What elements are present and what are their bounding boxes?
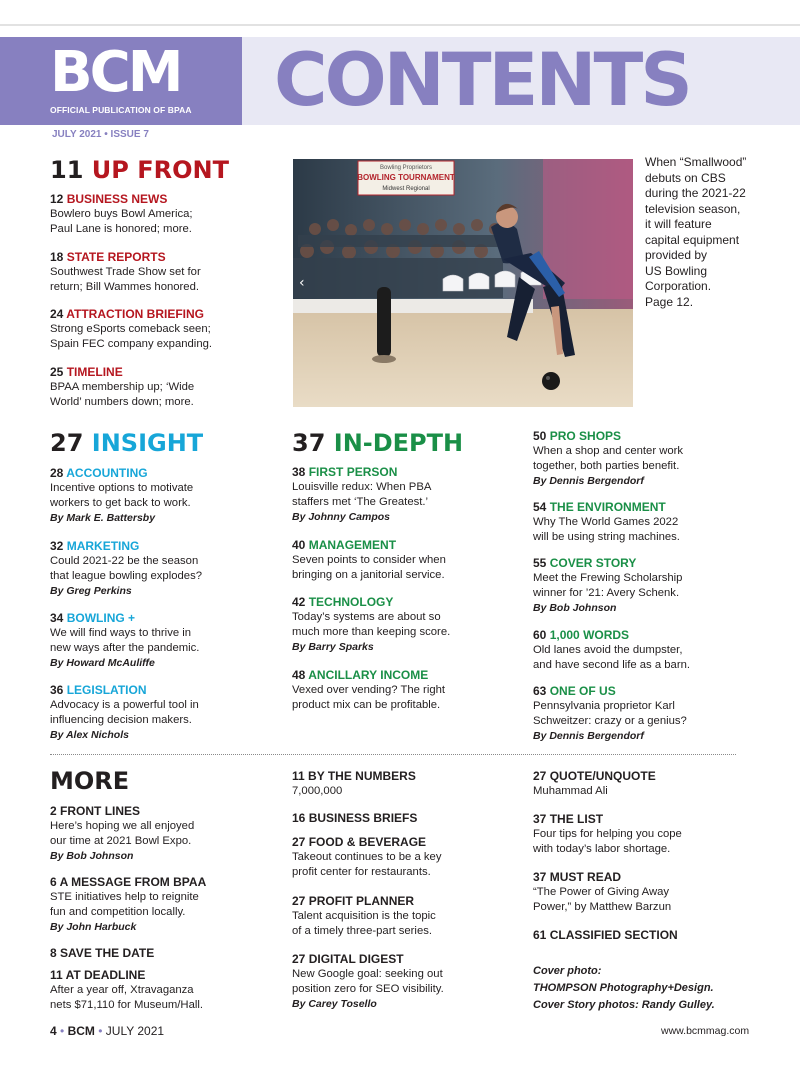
page-number: 6 <box>50 875 57 889</box>
entry-title: DIGITAL DIGEST <box>308 952 404 966</box>
entry-heading <box>292 952 444 967</box>
page-number: 24 <box>50 307 64 321</box>
page-number: 32 <box>50 539 64 553</box>
toc-entry-quote-unquote[interactable] <box>533 769 656 799</box>
entry-byline: By Carey Tosello <box>292 998 377 1010</box>
entry-description-line: Here’s hoping we all enjoyed <box>50 820 195 832</box>
entry-description-line: staffers met ‘The Greatest.’ <box>292 496 429 508</box>
entry-title: ACCOUNTING <box>66 466 148 480</box>
entry-description-line: Today’s systems are about so <box>292 611 441 623</box>
entry-description-line: and have second life as a barn. <box>533 659 691 671</box>
entry-description-line: product mix can be profitable. <box>292 699 441 711</box>
photo-credit-line: Cover Story photos: Randy Gulley. <box>533 999 715 1011</box>
entry-description-line: Vexed over vending? The right <box>292 684 446 696</box>
entry-title: THE ENVIRONMENT <box>549 500 666 514</box>
entry-title: ONE OF US <box>549 684 616 698</box>
page-number: 11 <box>50 968 63 982</box>
entry-title: MANAGEMENT <box>308 538 397 552</box>
entry-title: FRONT LINES <box>60 804 141 818</box>
toc-entry-first-person[interactable] <box>292 465 431 525</box>
entry-title: TECHNOLOGY <box>308 595 394 609</box>
top-rule <box>0 24 800 26</box>
page-number: 16 <box>292 811 306 825</box>
entry-description-line: Meet the Frewing Scholarship <box>533 572 683 584</box>
entry-description-line: workers to get back to work. <box>50 497 191 509</box>
toc-entry-food-beverage[interactable] <box>292 835 441 880</box>
entry-description-line: influencing decision makers. <box>50 714 192 726</box>
caption-line: provided by <box>645 248 708 262</box>
entry-heading <box>50 365 194 380</box>
entry-title: ANCILLARY INCOME <box>308 668 429 682</box>
page-number: 12 <box>50 192 64 206</box>
entry-description-line: Paul Lane is honored; more. <box>50 223 192 235</box>
cover-photo <box>293 159 633 407</box>
caption-line: television season, <box>645 201 741 216</box>
entry-title: A MESSAGE FROM BPAA <box>59 875 207 889</box>
toc-entry-front-lines[interactable] <box>50 804 194 864</box>
page-number: 34 <box>50 611 64 625</box>
entry-description-line: Spain FEC company expanding. <box>50 338 213 350</box>
toc-entry-at-deadline[interactable] <box>50 968 203 1013</box>
caption-line: When “Smallwood” <box>645 155 747 169</box>
entry-byline: By Johnny Campos <box>292 511 391 523</box>
toc-entry-business-news[interactable] <box>50 192 193 237</box>
entry-heading <box>292 595 450 610</box>
section-more: MORE <box>50 767 130 795</box>
entry-title: LEGISLATION <box>66 683 147 697</box>
toc-entry-one-of-us[interactable] <box>533 684 687 744</box>
entry-description-line: together, both parties benefit. <box>533 460 680 472</box>
entry-heading <box>292 538 446 553</box>
entry-description-line: We will find ways to thrive in <box>50 627 192 639</box>
page-number: 50 <box>533 429 547 443</box>
entry-description-line: Why The World Games 2022 <box>533 516 679 528</box>
entry-heading <box>50 968 203 983</box>
entry-heading <box>533 870 671 885</box>
entry-description-line: Talent acquisition is the topic <box>292 910 436 922</box>
entry-heading <box>292 835 441 850</box>
bowling-scene-illustration <box>293 159 633 407</box>
entry-description-line: Incentive options to motivate <box>50 482 194 494</box>
entry-title: CLASSIFIED SECTION <box>549 928 678 942</box>
photo-credit-line: Cover photo: <box>533 965 602 977</box>
photo-credit-line: THOMPSON Photography+Design. <box>533 982 714 994</box>
toc-entry-the-list[interactable] <box>533 812 682 857</box>
entry-byline: By Bob Johnson <box>50 850 134 862</box>
entry-description-line: Muhammad Ali <box>533 785 608 797</box>
banner-main: BOWLING TOURNAMENT <box>357 173 455 182</box>
caption-line: Page 12. <box>645 294 694 309</box>
entry-title: COVER STORY <box>549 556 637 570</box>
toc-entry-attraction-briefing[interactable] <box>50 307 212 352</box>
entry-title: FOOD & BEVERAGE <box>308 835 427 849</box>
toc-entry-cover-story[interactable] <box>533 556 682 616</box>
page-number: 2 <box>50 804 57 818</box>
entry-heading <box>533 628 690 643</box>
entry-heading <box>292 668 445 683</box>
entry-heading <box>533 556 682 571</box>
caption-line: during the 2021-22 <box>645 186 746 200</box>
entry-description-line: Power,” by Matthew Barzun <box>533 901 672 913</box>
entry-title: BY THE NUMBERS <box>308 769 416 783</box>
toc-entry-ancillary-income[interactable] <box>292 668 445 713</box>
entry-description-line: Southwest Trade Show set for <box>50 266 201 278</box>
entry-byline: By Bob Johnson <box>533 602 617 614</box>
entry-description-line: “The Power of Giving Away <box>533 886 670 898</box>
photo-credit <box>533 963 715 1014</box>
banner-sub: Midwest Regional <box>382 186 430 192</box>
page-number: 55 <box>533 556 547 570</box>
footer-date: JULY 2021 <box>105 1024 165 1038</box>
entry-title: AT DEADLINE <box>65 968 146 982</box>
page-number: 37 <box>533 870 547 884</box>
page-number: 18 <box>50 250 64 264</box>
toc-entry-accounting[interactable] <box>50 466 193 526</box>
entry-byline: By Mark E. Battersby <box>50 512 156 524</box>
entry-heading <box>50 683 199 698</box>
logo-text: BCM <box>50 40 181 105</box>
page-number: 60 <box>533 628 547 642</box>
entry-title: BUSINESS BRIEFS <box>308 811 418 825</box>
entry-heading <box>292 811 417 826</box>
toc-entry-business-briefs[interactable] <box>292 811 417 826</box>
page-number: 61 <box>533 928 547 942</box>
issue-line: JULY 2021 • ISSUE 7 <box>52 129 149 140</box>
entry-heading <box>533 769 656 784</box>
entry-description-line: Bowlero buys Bowl America; <box>50 208 193 220</box>
section-insight: 27 INSIGHT <box>50 429 204 457</box>
entry-description-line: Could 2021-22 be the season <box>50 555 199 567</box>
page-number: 8 <box>50 946 57 960</box>
entry-description-line: nets $71,110 for Museum/Hall. <box>50 999 204 1011</box>
page-number: 4 <box>50 1024 57 1038</box>
toc-entry-technology[interactable] <box>292 595 450 655</box>
entry-title: STATE REPORTS <box>66 250 166 264</box>
entry-byline: By Dennis Bergendorf <box>533 475 644 487</box>
photo-caption <box>645 155 760 310</box>
entry-heading <box>50 192 193 207</box>
entry-description-line: 7,000,000 <box>292 785 343 797</box>
entry-byline: By Howard McAuliffe <box>50 657 155 669</box>
entry-title: MUST READ <box>549 870 622 884</box>
entry-title: QUOTE/UNQUOTE <box>549 769 656 783</box>
toc-entry-1000-words[interactable] <box>533 628 690 673</box>
toc-entry-profit-planner[interactable] <box>292 894 436 939</box>
toc-entry-state-reports[interactable] <box>50 250 201 295</box>
toc-entry-timeline[interactable] <box>50 365 194 410</box>
page-number: 63 <box>533 684 547 698</box>
entry-description-line: Old lanes avoid the dumpster, <box>533 644 683 656</box>
entry-description-line: Pennsylvania proprietor Karl <box>533 700 675 712</box>
entry-description-line: After a year off, Xtravaganza <box>50 984 194 996</box>
entry-description-line: our time at 2021 Bowl Expo. <box>50 835 192 847</box>
toc-entry-pro-shops[interactable] <box>533 429 683 489</box>
toc-entry-legislation[interactable] <box>50 683 199 743</box>
entry-byline: By John Harbuck <box>50 921 137 933</box>
entry-description-line: Advocacy is a powerful tool in <box>50 699 199 711</box>
entry-heading <box>533 928 678 943</box>
bcm-logo <box>0 37 242 125</box>
entry-description-line: will be using string machines. <box>533 531 680 543</box>
entry-description-line: new ways after the pandemic. <box>50 642 200 654</box>
caption-line: capital equipment <box>645 232 740 247</box>
page-number: 27 <box>292 894 306 908</box>
toc-entry-the-environment[interactable] <box>533 500 680 545</box>
entry-heading <box>533 429 683 444</box>
entry-description-line: BPAA membership up; ‘Wide <box>50 381 195 393</box>
entry-heading <box>50 875 206 890</box>
toc-entry-classified-section[interactable] <box>533 928 678 943</box>
entry-description-line: STE initiatives help to reignite <box>50 891 199 903</box>
entry-description-line: New Google goal: seeking out <box>292 968 443 980</box>
entry-description-line: fun and competition locally. <box>50 906 186 918</box>
entry-description-line: When a shop and center work <box>533 445 684 457</box>
entry-heading <box>50 250 201 265</box>
page-number: 27 <box>533 769 547 783</box>
page-number: 11 <box>292 769 305 783</box>
entry-heading <box>50 946 154 961</box>
footer-dot-icon: • <box>60 1024 65 1038</box>
toc-entry-bowling-plus[interactable] <box>50 611 199 671</box>
page-number: 40 <box>292 538 306 552</box>
entry-byline: By Barry Sparks <box>292 641 374 653</box>
logo-subtitle: OFFICIAL PUBLICATION OF BPAA <box>50 105 192 115</box>
page-number: 48 <box>292 668 306 682</box>
entry-description-line: Strong eSports comeback seen; <box>50 323 211 335</box>
toc-entry-must-read[interactable] <box>533 870 671 915</box>
entry-heading <box>292 769 416 784</box>
entry-title: ATTRACTION BRIEFING <box>66 307 205 321</box>
entry-description-line: bringing on a janitorial service. <box>292 569 445 581</box>
entry-heading <box>533 500 680 515</box>
entry-title: PRO SHOPS <box>549 429 622 443</box>
entry-description-line: Takeout continues to be a key <box>292 851 442 863</box>
entry-heading <box>50 804 194 819</box>
page-number: 27 <box>292 835 306 849</box>
masthead <box>0 37 800 125</box>
entry-title: THE LIST <box>549 812 604 826</box>
page-title: CONTENTS <box>274 38 690 123</box>
entry-description-line: return; Bill Wammes honored. <box>50 281 200 293</box>
caption-line: US Bowling <box>645 263 708 278</box>
entry-description-line: much more than keeping score. <box>292 626 451 638</box>
page-number: 28 <box>50 466 64 480</box>
entry-description-line: Schweitzer: crazy or a genius? <box>533 715 687 727</box>
footer-dot-icon: • <box>98 1024 103 1038</box>
entry-description-line: Four tips for helping you cope <box>533 828 682 840</box>
page-number: 54 <box>533 500 547 514</box>
entry-byline: By Dennis Bergendorf <box>533 730 644 742</box>
caption-line: it will feature <box>645 217 712 231</box>
entry-description-line: Louisville redux: When PBA <box>292 481 432 493</box>
section-upfront: 11 UP FRONT <box>50 156 229 184</box>
entry-description-line: that league bowling explodes? <box>50 570 202 582</box>
entry-description-line: of a timely three-part series. <box>292 925 433 937</box>
toc-entry-save-the-date[interactable] <box>50 946 154 961</box>
entry-heading <box>50 307 212 322</box>
toc-entry-marketing[interactable] <box>50 539 202 599</box>
section-indepth: 37 IN-DEPTH <box>292 429 464 457</box>
chevron-left-icon: ‹ <box>299 275 305 291</box>
entry-description-line: Seven points to consider when <box>292 554 446 566</box>
caption-line: debuts on CBS <box>645 170 726 185</box>
entry-title: 1,000 WORDS <box>549 628 630 642</box>
entry-title: BOWLING + <box>66 611 136 625</box>
page-number: 25 <box>50 365 64 379</box>
entry-byline: By Greg Perkins <box>50 585 132 597</box>
entry-description-line: with today’s labor shortage. <box>533 843 671 855</box>
entry-heading <box>533 684 687 699</box>
website-link[interactable]: www.bcmmag.com <box>661 1025 750 1037</box>
page-number: 38 <box>292 465 306 479</box>
page-number: 37 <box>533 812 547 826</box>
toc-entry-message-from-bpaa[interactable] <box>50 875 206 935</box>
entry-heading <box>292 465 431 480</box>
entry-title: MARKETING <box>66 539 140 553</box>
entry-title: FIRST PERSON <box>308 465 398 479</box>
caption-line: Corporation. <box>645 279 712 293</box>
toc-entry-digital-digest[interactable] <box>292 952 444 1012</box>
entry-heading <box>533 812 682 827</box>
page-number: 27 <box>292 952 306 966</box>
entry-heading <box>292 894 436 909</box>
entry-heading <box>50 611 199 626</box>
entry-title: TIMELINE <box>66 365 123 379</box>
section-divider <box>50 754 736 755</box>
entry-title: BUSINESS NEWS <box>66 192 168 206</box>
footer-brand: BCM <box>67 1024 95 1038</box>
entry-heading <box>50 466 193 481</box>
banner-top: Bowling Proprietors <box>379 165 433 171</box>
toc-entry-management[interactable] <box>292 538 446 583</box>
page-number: 36 <box>50 683 64 697</box>
page-number: 42 <box>292 595 306 609</box>
toc-entry-by-the-numbers[interactable] <box>292 769 416 799</box>
page-footer <box>50 1024 164 1038</box>
entry-byline: By Alex Nichols <box>50 729 129 741</box>
entry-description-line: World’ numbers down; more. <box>50 396 194 408</box>
entry-description-line: profit center for restaurants. <box>292 866 431 878</box>
entry-heading <box>50 539 202 554</box>
entry-title: PROFIT PLANNER <box>308 894 415 908</box>
entry-title: SAVE THE DATE <box>60 946 155 960</box>
entry-description-line: position zero for SEO visibility. <box>292 983 444 995</box>
entry-description-line: winner for ’21: Avery Schenk. <box>533 587 680 599</box>
